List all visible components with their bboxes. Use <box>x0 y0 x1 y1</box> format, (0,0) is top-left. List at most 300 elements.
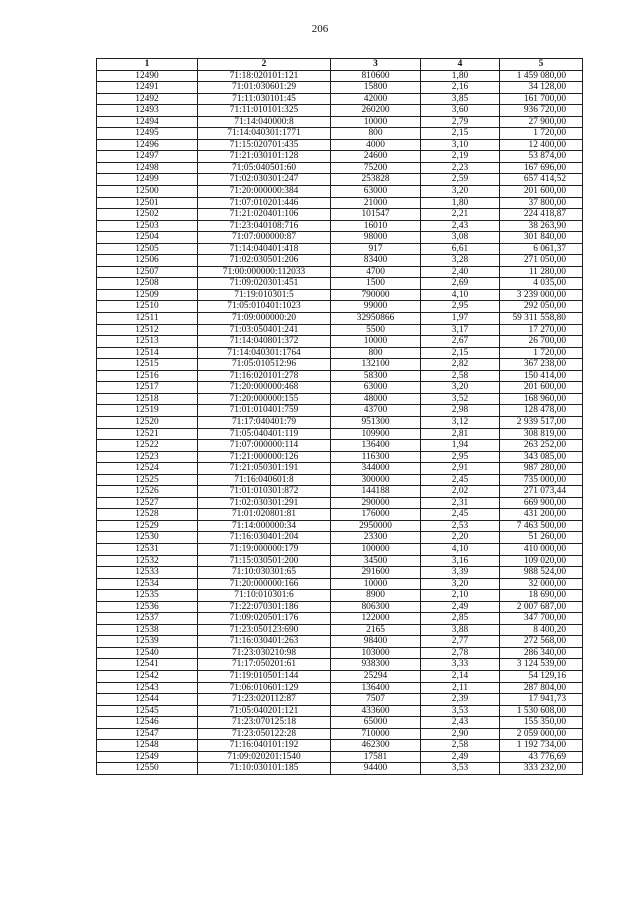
table-row <box>97 636 583 648</box>
cadastral-number-cell: 71:18:020101:121 <box>198 70 331 82</box>
value-cell: 301 840,00 <box>500 232 583 244</box>
table-row <box>97 313 583 325</box>
value-cell: 347 700,00 <box>500 613 583 625</box>
table-row <box>97 324 583 336</box>
table-row <box>97 336 583 348</box>
area-cell: 1500 <box>331 278 421 290</box>
rate-cell: 3,53 <box>421 763 500 775</box>
area-cell: 75200 <box>331 162 421 174</box>
rate-cell: 2,98 <box>421 405 500 417</box>
rate-cell: 3,88 <box>421 624 500 636</box>
cadastral-number-cell: 71:22:070301:186 <box>198 601 331 613</box>
area-cell: 17581 <box>331 751 421 763</box>
value-cell: 6 061,37 <box>500 243 583 255</box>
row-number-cell: 12506 <box>97 255 198 267</box>
header-col-2: 2 <box>198 59 331 71</box>
row-number-cell: 12532 <box>97 555 198 567</box>
row-number-cell: 12502 <box>97 209 198 221</box>
table-row <box>97 567 583 579</box>
cadastral-number-cell: 71:21:050301:191 <box>198 463 331 475</box>
cadastral-number-cell: 71:10:030101:185 <box>198 763 331 775</box>
area-cell: 98400 <box>331 636 421 648</box>
area-cell: 122000 <box>331 613 421 625</box>
table-row <box>97 347 583 359</box>
table-row <box>97 694 583 706</box>
cadastral-number-cell: 71:07:010201:446 <box>198 197 331 209</box>
rate-cell: 3,39 <box>421 567 500 579</box>
area-cell: 48000 <box>331 393 421 405</box>
area-cell: 58300 <box>331 370 421 382</box>
value-cell: 201 600,00 <box>500 186 583 198</box>
row-number-cell: 12542 <box>97 670 198 682</box>
row-number-cell: 12503 <box>97 220 198 232</box>
cadastral-number-cell: 71:16:030401:263 <box>198 636 331 648</box>
cadastral-number-cell: 71:05:010401:1023 <box>198 301 331 313</box>
rate-cell: 2,39 <box>421 694 500 706</box>
row-number-cell: 12544 <box>97 694 198 706</box>
table-row <box>97 162 583 174</box>
table-row <box>97 128 583 140</box>
header-col-5: 5 <box>500 59 583 71</box>
row-number-cell: 12535 <box>97 590 198 602</box>
value-cell: 3 239 000,00 <box>500 289 583 301</box>
table-row <box>97 416 583 428</box>
table-row <box>97 174 583 186</box>
cadastral-number-cell: 71:16:030401:204 <box>198 532 331 544</box>
value-cell: 7 463 500,00 <box>500 520 583 532</box>
row-number-cell: 12525 <box>97 474 198 486</box>
row-number-cell: 12546 <box>97 717 198 729</box>
row-number-cell: 12537 <box>97 613 198 625</box>
row-number-cell: 12517 <box>97 382 198 394</box>
area-cell: 806300 <box>331 601 421 613</box>
area-cell: 290000 <box>331 497 421 509</box>
rate-cell: 2,16 <box>421 82 500 94</box>
table-row <box>97 497 583 509</box>
table-row <box>97 82 583 94</box>
area-cell: 938300 <box>331 659 421 671</box>
area-cell: 83400 <box>331 255 421 267</box>
value-cell: 17 270,00 <box>500 324 583 336</box>
value-cell: 987 280,00 <box>500 463 583 475</box>
cadastral-number-cell: 71:02:030301:247 <box>198 174 331 186</box>
value-cell: 51 260,00 <box>500 532 583 544</box>
cadastral-number-cell: 71:14:040301:1771 <box>198 128 331 140</box>
value-cell: 38 263,90 <box>500 220 583 232</box>
row-number-cell: 12500 <box>97 186 198 198</box>
cadastral-number-cell: 71:16:040601:8 <box>198 474 331 486</box>
rate-cell: 2,95 <box>421 301 500 313</box>
row-number-cell: 12541 <box>97 659 198 671</box>
area-cell: 10000 <box>331 578 421 590</box>
table-row <box>97 393 583 405</box>
area-cell: 101547 <box>331 209 421 221</box>
value-cell: 109 020,00 <box>500 555 583 567</box>
table-row <box>97 243 583 255</box>
table-row <box>97 463 583 475</box>
value-cell: 128 478,00 <box>500 405 583 417</box>
row-number-cell: 12497 <box>97 151 198 163</box>
row-number-cell: 12509 <box>97 289 198 301</box>
row-number-cell: 12508 <box>97 278 198 290</box>
table-body <box>97 70 583 774</box>
area-cell: 300000 <box>331 474 421 486</box>
rate-cell: 3,20 <box>421 186 500 198</box>
row-number-cell: 12526 <box>97 486 198 498</box>
area-cell: 103000 <box>331 647 421 659</box>
table-row <box>97 601 583 613</box>
rate-cell: 2,53 <box>421 520 500 532</box>
cadastral-number-cell: 71:10:010301:6 <box>198 590 331 602</box>
cadastral-number-cell: 71:23:050122:28 <box>198 728 331 740</box>
cadastral-number-cell: 71:02:030501:206 <box>198 255 331 267</box>
value-cell: 735 000,00 <box>500 474 583 486</box>
cadastral-number-cell: 71:23:030210:98 <box>198 647 331 659</box>
cadastral-number-cell: 71:20:000000:166 <box>198 578 331 590</box>
table-row <box>97 278 583 290</box>
header-col-4: 4 <box>421 59 500 71</box>
cadastral-number-cell: 71:14:040301:1764 <box>198 347 331 359</box>
area-cell: 63000 <box>331 382 421 394</box>
table-row <box>97 555 583 567</box>
area-cell: 21000 <box>331 197 421 209</box>
area-cell: 23300 <box>331 532 421 544</box>
value-cell: 657 414,52 <box>500 174 583 186</box>
area-cell: 16010 <box>331 220 421 232</box>
cadastral-number-cell: 71:07:000000:114 <box>198 440 331 452</box>
table-row <box>97 763 583 775</box>
value-cell: 343 085,00 <box>500 451 583 463</box>
area-cell: 344000 <box>331 463 421 475</box>
value-cell: 17 941,73 <box>500 694 583 706</box>
cadastral-number-cell: 71:20:000000:384 <box>198 186 331 198</box>
cadastral-number-cell: 71:21:000000:126 <box>198 451 331 463</box>
cadastral-number-cell: 71:23:040108:716 <box>198 220 331 232</box>
rate-cell: 3,33 <box>421 659 500 671</box>
value-cell: 1 720,00 <box>500 347 583 359</box>
area-cell: 8900 <box>331 590 421 602</box>
row-number-cell: 12507 <box>97 266 198 278</box>
value-cell: 263 252,00 <box>500 440 583 452</box>
rate-cell: 3,60 <box>421 105 500 117</box>
area-cell: 291600 <box>331 567 421 579</box>
cadastral-table <box>96 58 583 775</box>
row-number-cell: 12504 <box>97 232 198 244</box>
header-col-1: 1 <box>97 59 198 71</box>
value-cell: 32 000,00 <box>500 578 583 590</box>
value-cell: 161 700,00 <box>500 93 583 105</box>
area-cell: 99000 <box>331 301 421 313</box>
rate-cell: 2,45 <box>421 509 500 521</box>
value-cell: 201 600,00 <box>500 382 583 394</box>
table-row <box>97 151 583 163</box>
rate-cell: 2,49 <box>421 601 500 613</box>
value-cell: 2 939 517,00 <box>500 416 583 428</box>
rate-cell: 1,80 <box>421 70 500 82</box>
value-cell: 18 690,00 <box>500 590 583 602</box>
row-number-cell: 12545 <box>97 705 198 717</box>
table-row <box>97 197 583 209</box>
area-cell: 32950866 <box>331 313 421 325</box>
table-row <box>97 659 583 671</box>
area-cell: 100000 <box>331 543 421 555</box>
rate-cell: 2,79 <box>421 116 500 128</box>
cadastral-number-cell: 71:05:010512:96 <box>198 359 331 371</box>
table-row <box>97 255 583 267</box>
table-row <box>97 740 583 752</box>
table-row <box>97 647 583 659</box>
cadastral-number-cell: 71:01:010301:872 <box>198 486 331 498</box>
rate-cell: 3,17 <box>421 324 500 336</box>
table-row <box>97 682 583 694</box>
row-number-cell: 12494 <box>97 116 198 128</box>
row-number-cell: 12496 <box>97 139 198 151</box>
row-number-cell: 12512 <box>97 324 198 336</box>
table-row <box>97 289 583 301</box>
value-cell: 2 059 000,00 <box>500 728 583 740</box>
area-cell: 800 <box>331 128 421 140</box>
area-cell: 5500 <box>331 324 421 336</box>
cadastral-number-cell: 71:01:030601:29 <box>198 82 331 94</box>
area-cell: 65000 <box>331 717 421 729</box>
row-number-cell: 12513 <box>97 336 198 348</box>
rate-cell: 2,59 <box>421 174 500 186</box>
value-cell: 37 800,00 <box>500 197 583 209</box>
cadastral-number-cell: 71:15:030501:200 <box>198 555 331 567</box>
header-col-3: 3 <box>331 59 421 71</box>
row-number-cell: 12515 <box>97 359 198 371</box>
cadastral-number-cell: 71:09:020501:176 <box>198 613 331 625</box>
table-row <box>97 624 583 636</box>
value-cell: 27 900,00 <box>500 116 583 128</box>
table-row <box>97 705 583 717</box>
value-cell: 1 530 608,00 <box>500 705 583 717</box>
cadastral-number-cell: 71:17:040401:79 <box>198 416 331 428</box>
table-row <box>97 209 583 221</box>
row-number-cell: 12548 <box>97 740 198 752</box>
area-cell: 10000 <box>331 336 421 348</box>
value-cell: 410 000,00 <box>500 543 583 555</box>
row-number-cell: 12540 <box>97 647 198 659</box>
table-row <box>97 474 583 486</box>
value-cell: 271 073,44 <box>500 486 583 498</box>
page-number: 206 <box>311 23 329 35</box>
cadastral-number-cell: 71:23:020112:87 <box>198 694 331 706</box>
cadastral-number-cell: 71:07:000000:87 <box>198 232 331 244</box>
cadastral-number-cell: 71:14:040401:418 <box>198 243 331 255</box>
row-number-cell: 12550 <box>97 763 198 775</box>
area-cell: 433600 <box>331 705 421 717</box>
table-row <box>97 116 583 128</box>
row-number-cell: 12527 <box>97 497 198 509</box>
row-number-cell: 12520 <box>97 416 198 428</box>
area-cell: 800 <box>331 347 421 359</box>
table-row <box>97 520 583 532</box>
rate-cell: 3,08 <box>421 232 500 244</box>
row-number-cell: 12523 <box>97 451 198 463</box>
cadastral-number-cell: 71:20:000000:155 <box>198 393 331 405</box>
table-row <box>97 139 583 151</box>
value-cell: 367 238,00 <box>500 359 583 371</box>
rate-cell: 2,95 <box>421 451 500 463</box>
row-number-cell: 12514 <box>97 347 198 359</box>
area-cell: 15800 <box>331 82 421 94</box>
row-number-cell: 12493 <box>97 105 198 117</box>
table-row <box>97 751 583 763</box>
cadastral-number-cell: 71:06:010601:129 <box>198 682 331 694</box>
row-number-cell: 12533 <box>97 567 198 579</box>
area-cell: 4000 <box>331 139 421 151</box>
area-cell: 94400 <box>331 763 421 775</box>
row-number-cell: 12536 <box>97 601 198 613</box>
rate-cell: 3,28 <box>421 255 500 267</box>
table-row <box>97 220 583 232</box>
value-cell: 936 720,00 <box>500 105 583 117</box>
area-cell: 2165 <box>331 624 421 636</box>
rate-cell: 1,97 <box>421 313 500 325</box>
value-cell: 333 232,00 <box>500 763 583 775</box>
rate-cell: 2,11 <box>421 682 500 694</box>
value-cell: 286 340,00 <box>500 647 583 659</box>
value-cell: 224 418,87 <box>500 209 583 221</box>
row-number-cell: 12534 <box>97 578 198 590</box>
rate-cell: 2,78 <box>421 647 500 659</box>
rate-cell: 4,10 <box>421 543 500 555</box>
header-row <box>97 59 583 71</box>
value-cell: 53 874,00 <box>500 151 583 163</box>
rate-cell: 2,82 <box>421 359 500 371</box>
rate-cell: 3,16 <box>421 555 500 567</box>
table-row <box>97 382 583 394</box>
area-cell: 42000 <box>331 93 421 105</box>
table-row <box>97 451 583 463</box>
table-row <box>97 370 583 382</box>
value-cell: 155 350,00 <box>500 717 583 729</box>
value-cell: 3 124 539,00 <box>500 659 583 671</box>
area-cell: 34500 <box>331 555 421 567</box>
cadastral-number-cell: 71:14:040000:8 <box>198 116 331 128</box>
table-row <box>97 509 583 521</box>
rate-cell: 2,77 <box>421 636 500 648</box>
rate-cell: 2,69 <box>421 278 500 290</box>
table-row <box>97 440 583 452</box>
rate-cell: 6,61 <box>421 243 500 255</box>
row-number-cell: 12530 <box>97 532 198 544</box>
rate-cell: 2,49 <box>421 751 500 763</box>
row-number-cell: 12522 <box>97 440 198 452</box>
cadastral-number-cell: 71:05:040201:121 <box>198 705 331 717</box>
area-cell: 810600 <box>331 70 421 82</box>
area-cell: 253828 <box>331 174 421 186</box>
row-number-cell: 12511 <box>97 313 198 325</box>
cadastral-number-cell: 71:02:030301:291 <box>198 497 331 509</box>
row-number-cell: 12491 <box>97 82 198 94</box>
table-row <box>97 266 583 278</box>
value-cell: 8 400,20 <box>500 624 583 636</box>
cadastral-number-cell: 71:16:040101:192 <box>198 740 331 752</box>
rate-cell: 3,20 <box>421 382 500 394</box>
table-row <box>97 613 583 625</box>
area-cell: 109900 <box>331 428 421 440</box>
rate-cell: 2,85 <box>421 613 500 625</box>
value-cell: 988 524,00 <box>500 567 583 579</box>
cadastral-number-cell: 71:03:050401:241 <box>198 324 331 336</box>
value-cell: 2 007 687,00 <box>500 601 583 613</box>
row-number-cell: 12549 <box>97 751 198 763</box>
row-number-cell: 12495 <box>97 128 198 140</box>
rate-cell: 2,40 <box>421 266 500 278</box>
row-number-cell: 12528 <box>97 509 198 521</box>
cadastral-number-cell: 71:20:000000:468 <box>198 382 331 394</box>
cadastral-number-cell: 71:19:010501:144 <box>198 670 331 682</box>
value-cell: 11 280,00 <box>500 266 583 278</box>
rate-cell: 2,45 <box>421 474 500 486</box>
value-cell: 287 804,00 <box>500 682 583 694</box>
row-number-cell: 12499 <box>97 174 198 186</box>
value-cell: 43 776,69 <box>500 751 583 763</box>
value-cell: 271 050,00 <box>500 255 583 267</box>
value-cell: 59 311 558,80 <box>500 313 583 325</box>
rate-cell: 2,43 <box>421 717 500 729</box>
row-number-cell: 12521 <box>97 428 198 440</box>
rate-cell: 2,14 <box>421 670 500 682</box>
value-cell: 34 128,00 <box>500 82 583 94</box>
cadastral-number-cell: 71:23:070125:18 <box>198 717 331 729</box>
rate-cell: 3,53 <box>421 705 500 717</box>
rate-cell: 3,12 <box>421 416 500 428</box>
rate-cell: 2,15 <box>421 347 500 359</box>
cadastral-number-cell: 71:10:030301:65 <box>198 567 331 579</box>
cadastral-number-cell: 71:14:040801:372 <box>198 336 331 348</box>
row-number-cell: 12490 <box>97 70 198 82</box>
rate-cell: 2,58 <box>421 370 500 382</box>
cadastral-number-cell: 71:15:020701:435 <box>198 139 331 151</box>
cadastral-number-cell: 71:09:000000:20 <box>198 313 331 325</box>
row-number-cell: 12498 <box>97 162 198 174</box>
cadastral-number-cell: 71:01:010401:759 <box>198 405 331 417</box>
area-cell: 144188 <box>331 486 421 498</box>
rate-cell: 3,85 <box>421 93 500 105</box>
cadastral-number-cell: 71:19:000000:179 <box>198 543 331 555</box>
area-cell: 24600 <box>331 151 421 163</box>
cadastral-number-cell: 71:09:020301:451 <box>198 278 331 290</box>
area-cell: 116300 <box>331 451 421 463</box>
rate-cell: 2,91 <box>421 463 500 475</box>
row-number-cell: 12501 <box>97 197 198 209</box>
value-cell: 1 720,00 <box>500 128 583 140</box>
value-cell: 1 459 080,00 <box>500 70 583 82</box>
area-cell: 43700 <box>331 405 421 417</box>
rate-cell: 1,80 <box>421 197 500 209</box>
rate-cell: 1,94 <box>421 440 500 452</box>
area-cell: 2950000 <box>331 520 421 532</box>
table-row <box>97 728 583 740</box>
rate-cell: 2,10 <box>421 590 500 602</box>
cadastral-number-cell: 71:09:020201:1540 <box>198 751 331 763</box>
area-cell: 951300 <box>331 416 421 428</box>
value-cell: 4 035,00 <box>500 278 583 290</box>
area-cell: 136400 <box>331 682 421 694</box>
rate-cell: 3,52 <box>421 393 500 405</box>
area-cell: 25294 <box>331 670 421 682</box>
cadastral-number-cell: 71:11:010101:325 <box>198 105 331 117</box>
table-row <box>97 428 583 440</box>
rate-cell: 2,20 <box>421 532 500 544</box>
value-cell: 431 200,00 <box>500 509 583 521</box>
row-number-cell: 12519 <box>97 405 198 417</box>
rate-cell: 2,02 <box>421 486 500 498</box>
area-cell: 136400 <box>331 440 421 452</box>
